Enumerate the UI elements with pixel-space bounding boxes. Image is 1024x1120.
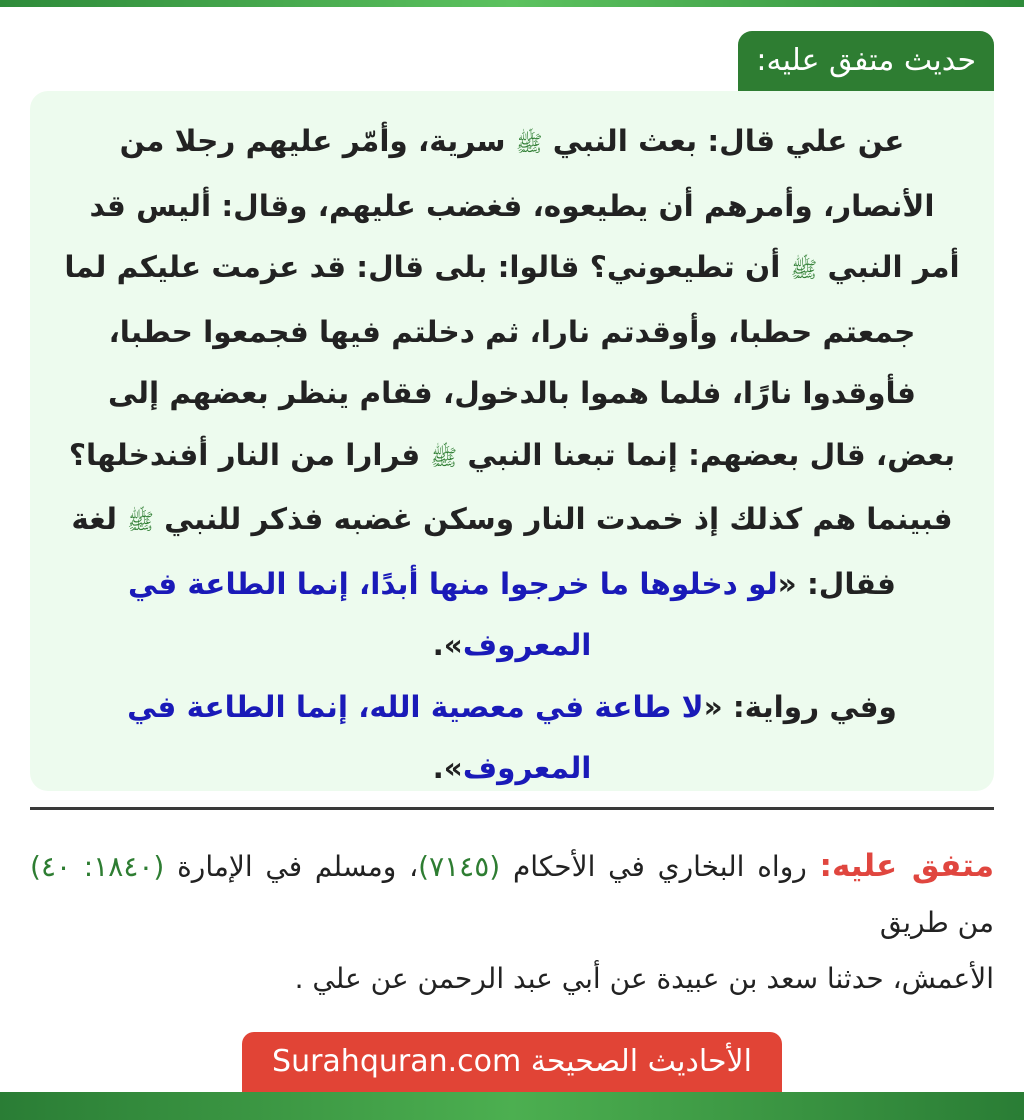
isnad-chain: الأعمش، حدثنا سعد بن عبيدة عن أبي عبد الرحمن عن علي . <box>294 962 994 995</box>
bottom-accent-bar <box>0 1092 1024 1120</box>
section-divider <box>30 807 994 810</box>
prophet-quote: لا طاعة في معصية الله، إنما الطاعة في المعروف <box>127 689 704 785</box>
salawat-glyph: ﷺ <box>430 445 458 471</box>
source-text: من طريق <box>879 906 994 939</box>
top-accent-bar <box>0 0 1024 7</box>
source-text: ، ومسلم في الإمارة <box>177 850 419 883</box>
salawat-glyph: ﷺ <box>790 258 818 283</box>
source-text: رواه البخاري في الأحكام <box>512 850 807 883</box>
hadith-number: (٧١٤٥) <box>418 850 501 883</box>
hadith-type-label: حديث متفق عليه: <box>738 31 994 91</box>
hadith-text-segment: أن تطيعوني؟ قالوا: بلى قال: قد عزمت عليكم لما جمعتم حطبا، وأوقدتم نارا، ثم دخلتم فيها فجمعوا حطبا، فأوقدوا نارًا، فلما هموا بالدخول، فقام ينظر بعضهم إلى بعض، قال بعضهم: إنما تبعنا النبي <box>64 250 956 472</box>
hadith-text-segment: ». <box>432 628 463 662</box>
prophet-quote: لو دخلوها ما خرجوا منها أبدًا، إنما الطاعة في المعروف <box>127 566 778 662</box>
source-label: متفق عليه: <box>819 848 995 884</box>
source-reference <box>30 838 994 1007</box>
salawat-glyph: ﷺ <box>127 510 154 535</box>
hadith-text-segment: لغة فقال: « <box>71 502 897 601</box>
hadith-text-segment: سرية، وأمّر عليهم رجلا من الأنصار، وأمرهم أن يطيعوه، فغضب عليهم، وقال: أليس قد أمر النبي <box>89 124 960 284</box>
hadith-text-box <box>30 91 994 791</box>
site-name-badge: الأحاديث الصحيحة Surahquran.com <box>242 1032 782 1092</box>
hadith-text-segment: عن علي قال: بعث النبي <box>552 124 905 158</box>
hadith-text-segment: وفي رواية: « <box>703 689 897 724</box>
hadith-text-segment: ». <box>432 751 463 785</box>
salawat-glyph: ﷺ <box>515 132 543 157</box>
hadith-text-segment: فرارا من النار أفندخلها؟ فبينما هم كذلك إذ خمدت النار وسكن غضبه فذكر للنبي <box>68 437 953 536</box>
hadith-number: (١٨٤٠: ٤٠) <box>30 850 165 883</box>
